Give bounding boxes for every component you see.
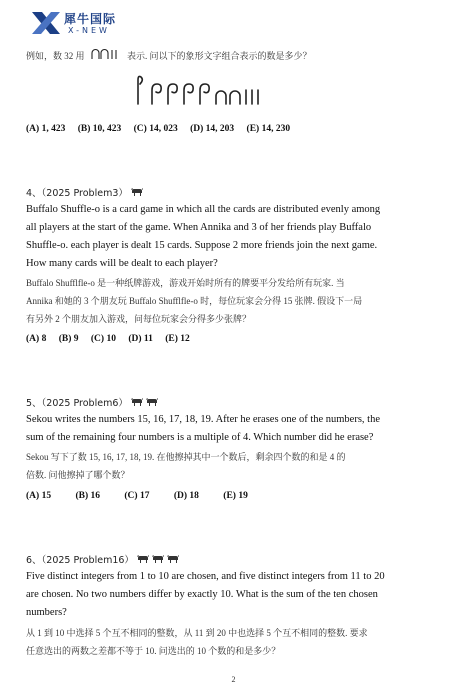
- cow-difficulty-icon: [131, 398, 143, 406]
- choice-b[interactable]: (B) 9: [58, 334, 79, 344]
- cow-difficulty-icon: [146, 398, 158, 406]
- problem-header-text: 5、（2025 Problem6）: [26, 398, 128, 409]
- problem-4-choices: [26, 334, 200, 344]
- brand-logo: [30, 8, 130, 40]
- choice-d[interactable]: (D) 11: [128, 334, 153, 344]
- x-logo-icon: [30, 10, 62, 36]
- problem-4-en-line-1: Buffalo Shuffle-o is a card game in which all the cards are distributed evenly among: [26, 204, 381, 215]
- cow-difficulty-icon: [131, 188, 143, 196]
- cow-difficulty-icon: [137, 555, 149, 563]
- problem-5-cn-line-2: 倍数. 问他擦掉了哪个数？: [26, 470, 130, 480]
- problem-6-header: [26, 552, 179, 566]
- choice-c[interactable]: (C) 14, 023: [133, 124, 178, 134]
- choice-d[interactable]: (D) 14, 203: [190, 124, 235, 134]
- problem-5-header: [26, 395, 158, 409]
- problem-header-text: 6、（2025 Problem16）: [26, 555, 134, 566]
- choice-c[interactable]: (C) 17: [124, 491, 150, 501]
- choice-c[interactable]: (C) 10: [90, 334, 116, 344]
- problem-4-cn-line-2: Annika 和她的 3 个朋友玩 Buffalo Shufflfle-o 时，每位玩家会分得 15 张牌. 假设下一局: [26, 296, 363, 306]
- problem-4-cn-line-3: 有另外 2 个朋友加入游戏，问每位玩家会分得多少张牌？: [26, 314, 252, 324]
- problem-6-en-line-1: Five distinct integers from 1 to 10 are chosen, and five distinct integers from 11 to 20: [26, 571, 385, 582]
- choice-e[interactable]: (E) 14, 230: [246, 124, 291, 134]
- choice-e[interactable]: (E) 19: [223, 491, 248, 501]
- problem-4-en-line-2: all players at the start of the game. When Annika and 3 of her friends play Buffalo: [26, 222, 372, 233]
- choice-e[interactable]: (E) 12: [165, 334, 190, 344]
- problem-4-en-line-4: How many cards will be dealt to each player?: [26, 258, 218, 269]
- logo-english-name: X-NEW: [68, 26, 110, 35]
- hieroglyph-32-icon: [91, 48, 121, 60]
- problem-header-text: 4、（2025 Problem3）: [26, 188, 128, 199]
- cow-difficulty-icon: [167, 555, 179, 563]
- problem-5-choices: [26, 491, 258, 501]
- choice-a[interactable]: (A) 8: [26, 334, 47, 344]
- choice-b[interactable]: (B) 10, 423: [77, 124, 122, 134]
- example-line: [26, 48, 312, 62]
- choice-b[interactable]: (B) 16: [75, 491, 100, 501]
- problem-4-header: [26, 185, 143, 199]
- problem-4-en-line-3: Shuffle-o. each player is dealt 15 cards. Suppose 2 more friends join the next game.: [26, 240, 378, 251]
- problem-6-cn-line-1: 从 1 到 10 中选择 5 个互不相同的整数，从 11 到 20 中也选择 5 个互不相同的整数. 要求: [26, 628, 368, 638]
- hieroglyph-number-icon: [132, 74, 282, 108]
- problem-6-cn-line-2: 任意选出的两数之差都不等于 10. 问选出的 10 个数的和是多少？: [26, 646, 281, 656]
- example-text-a: 例如，数 32 用: [26, 51, 85, 61]
- problem-6-en-line-2: are chosen. No two numbers differ by exactly 10. What is the sum of the ten chosen: [26, 589, 378, 600]
- problem-6-en-line-3: numbers?: [26, 607, 67, 618]
- cow-difficulty-icon: [152, 555, 164, 563]
- example-text-b: 表示. 问以下的象形文字组合表示的数是多少？: [127, 51, 312, 61]
- page-number: 2: [231, 675, 236, 684]
- choice-a[interactable]: (A) 1, 423: [26, 124, 66, 134]
- choice-d[interactable]: (D) 18: [173, 491, 199, 501]
- logo-chinese-name: 犀牛国际: [64, 12, 117, 26]
- problem-4-cn-line-1: Buffalo Shufflfle-o 是一种纸牌游戏，游戏开始时所有的牌要平分发给所有玩家. 当: [26, 278, 345, 288]
- problem-5-cn-line-1: Sekou 写下了数 15, 16, 17, 18, 19. 在他擦掉其中一个数后，剩余四个数的和是 4 的: [26, 452, 346, 462]
- problem-5-en-line-1: Sekou writes the numbers 15, 16, 17, 18, 19. After he erases one of the numbers, the: [26, 414, 381, 425]
- problem-5-en-line-2: sum of the remaining four numbers is a multiple of 4. Which number did he erase?: [26, 432, 374, 443]
- example-choices: [26, 124, 300, 134]
- choice-a[interactable]: (A) 15: [26, 491, 52, 501]
